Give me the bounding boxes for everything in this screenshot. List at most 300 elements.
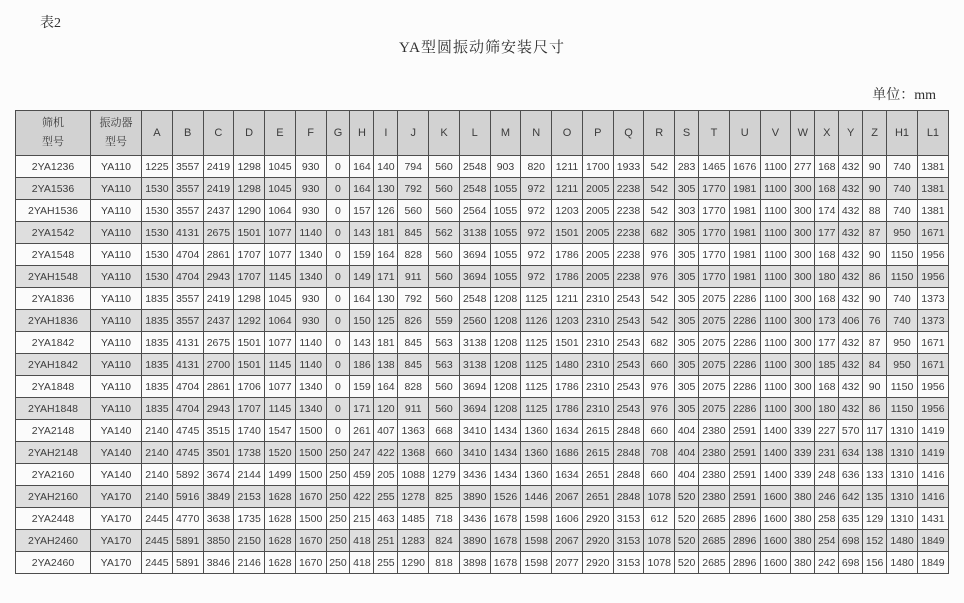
dimension-cell-v: 1100: [760, 354, 791, 376]
dimension-cell-w: 339: [791, 420, 815, 442]
table-row: [16, 156, 949, 178]
dimension-cell-q: 2238: [613, 222, 644, 244]
dimension-cell-s: 520: [675, 530, 699, 552]
screen-model-cell: 2YAH2460: [16, 530, 91, 552]
dimension-cell-y: 432: [839, 156, 863, 178]
dimension-cell-h1: 1310: [887, 486, 918, 508]
dimension-cell-p: 2310: [582, 288, 613, 310]
dimension-cell-m: 1055: [490, 200, 521, 222]
dimension-cell-s: 404: [675, 420, 699, 442]
table-row: [16, 288, 949, 310]
dimension-cell-f: 1670: [295, 486, 326, 508]
dimension-cell-r: 708: [644, 442, 675, 464]
dimension-cell-s: 520: [675, 552, 699, 574]
dimension-cell-l1: 1671: [917, 222, 948, 244]
table-row: [16, 200, 949, 222]
dimension-cell-c: 2419: [203, 178, 234, 200]
dimension-cell-j: 1088: [398, 464, 429, 486]
dimension-cell-d: 2150: [234, 530, 265, 552]
dimension-cell-u: 1981: [729, 266, 760, 288]
dimension-cell-y: 636: [839, 464, 863, 486]
dimension-cell-a: 2140: [142, 464, 173, 486]
dimension-cell-g: 0: [326, 376, 350, 398]
vibrator-model-cell: YA170: [91, 508, 142, 530]
column-header-b: B: [172, 111, 203, 156]
dimension-cell-u: 2286: [729, 354, 760, 376]
dimension-cell-w: 380: [791, 508, 815, 530]
dimension-cell-f: 1140: [295, 354, 326, 376]
dimension-cell-l1: 1419: [917, 420, 948, 442]
dimension-cell-e: 1045: [265, 178, 296, 200]
dimension-cell-b: 4704: [172, 244, 203, 266]
dimension-cell-n: 972: [521, 244, 552, 266]
dimension-cell-h: 143: [350, 222, 374, 244]
dimension-cell-d: 1707: [234, 266, 265, 288]
dimension-cell-i: 164: [374, 244, 398, 266]
dimension-cell-n: 1125: [521, 288, 552, 310]
table-row: [16, 310, 949, 332]
dimension-cell-r: 612: [644, 508, 675, 530]
screen-model-cell: 2YAH1842: [16, 354, 91, 376]
dimension-cell-n: 1446: [521, 486, 552, 508]
dimension-cell-i: 125: [374, 310, 398, 332]
dimension-cell-t: 1770: [699, 244, 730, 266]
dimension-cell-x: 254: [815, 530, 839, 552]
dimension-cell-z: 87: [863, 332, 887, 354]
dimension-cell-p: 2920: [582, 508, 613, 530]
dimension-cell-h1: 1480: [887, 530, 918, 552]
dimension-cell-j: 1278: [398, 486, 429, 508]
dimension-cell-k: 825: [429, 486, 460, 508]
dimension-cell-j: 1363: [398, 420, 429, 442]
dimension-cell-p: 2920: [582, 530, 613, 552]
dimension-cell-i: 138: [374, 354, 398, 376]
dimension-cell-u: 2591: [729, 442, 760, 464]
dimension-cell-w: 300: [791, 222, 815, 244]
vibrator-model-cell: YA110: [91, 354, 142, 376]
column-header-l: L: [459, 111, 490, 156]
dimension-cell-d: 1292: [234, 310, 265, 332]
dimension-cell-p: 2615: [582, 420, 613, 442]
dimension-cell-c: 3846: [203, 552, 234, 574]
dimension-cell-i: 130: [374, 288, 398, 310]
dimension-cell-b: 4131: [172, 332, 203, 354]
dimension-cell-h1: 1310: [887, 464, 918, 486]
dimension-cell-x: 242: [815, 552, 839, 574]
column-header-vibrator-model-line2: 型号: [105, 136, 127, 148]
dimension-cell-n: 1360: [521, 442, 552, 464]
dimension-cell-l: 3898: [459, 552, 490, 574]
dimension-cell-m: 1055: [490, 222, 521, 244]
dimension-cell-c: 3674: [203, 464, 234, 486]
dimension-cell-q: 2543: [613, 376, 644, 398]
dimension-cell-l1: 1373: [917, 310, 948, 332]
dimension-cell-h: 143: [350, 332, 374, 354]
column-header-m: M: [490, 111, 521, 156]
screen-model-cell: 2YA1836: [16, 288, 91, 310]
dimension-cell-t: 2685: [699, 508, 730, 530]
dimension-cell-h1: 740: [887, 310, 918, 332]
dimension-cell-v: 1100: [760, 266, 791, 288]
dimension-cell-u: 2896: [729, 530, 760, 552]
dimension-cell-m: 1055: [490, 244, 521, 266]
dimension-cell-w: 300: [791, 332, 815, 354]
column-header-n: N: [521, 111, 552, 156]
dimension-cell-s: 303: [675, 200, 699, 222]
dimension-cell-h: 150: [350, 310, 374, 332]
dimension-cell-b: 4131: [172, 354, 203, 376]
dimension-cell-y: 642: [839, 486, 863, 508]
dimension-cell-q: 3153: [613, 508, 644, 530]
dimension-cell-m: 1434: [490, 420, 521, 442]
dimension-cell-b: 4131: [172, 222, 203, 244]
dimension-cell-s: 305: [675, 310, 699, 332]
dimension-cell-g: 250: [326, 464, 350, 486]
dimension-cell-b: 4745: [172, 420, 203, 442]
dimension-cell-z: 86: [863, 398, 887, 420]
dimension-cell-k: 560: [429, 398, 460, 420]
dimension-cell-i: 255: [374, 552, 398, 574]
dimension-cell-p: 2651: [582, 486, 613, 508]
screen-model-cell: 2YA2148: [16, 420, 91, 442]
dimension-cell-l1: 1671: [917, 354, 948, 376]
dimension-cell-z: 90: [863, 244, 887, 266]
dimension-cell-h: 164: [350, 288, 374, 310]
dimension-cell-e: 1520: [265, 442, 296, 464]
dimension-cell-f: 1140: [295, 222, 326, 244]
dimension-cell-v: 1600: [760, 486, 791, 508]
dimension-cell-g: 250: [326, 530, 350, 552]
dimension-cell-l: 3694: [459, 266, 490, 288]
dimension-cell-h1: 950: [887, 222, 918, 244]
dimension-cell-m: 1434: [490, 464, 521, 486]
dimension-cell-d: 2144: [234, 464, 265, 486]
dimension-cell-s: 520: [675, 486, 699, 508]
dimension-cell-g: 0: [326, 156, 350, 178]
dimension-cell-a: 1225: [142, 156, 173, 178]
dimension-cell-x: 168: [815, 178, 839, 200]
dimension-cell-z: 152: [863, 530, 887, 552]
dimension-cell-n: 972: [521, 222, 552, 244]
dimension-cell-i: 164: [374, 376, 398, 398]
dimension-cell-n: 820: [521, 156, 552, 178]
dimension-cell-c: 3850: [203, 530, 234, 552]
dimension-cell-s: 305: [675, 398, 699, 420]
dimension-cell-s: 305: [675, 288, 699, 310]
dimension-cell-e: 1077: [265, 376, 296, 398]
dimension-cell-m: 1208: [490, 398, 521, 420]
dimension-cell-p: 1700: [582, 156, 613, 178]
dimension-cell-v: 1100: [760, 244, 791, 266]
column-header-w: W: [791, 111, 815, 156]
dimension-cell-g: 0: [326, 398, 350, 420]
dimension-cell-l: 3138: [459, 354, 490, 376]
dimension-cell-c: 2437: [203, 310, 234, 332]
dimension-cell-l: 2548: [459, 288, 490, 310]
dimension-cell-h1: 740: [887, 288, 918, 310]
dimension-cell-e: 1628: [265, 508, 296, 530]
dimension-cell-u: 1981: [729, 178, 760, 200]
dimension-cell-h1: 740: [887, 200, 918, 222]
screen-model-cell: 2YAH1548: [16, 266, 91, 288]
table-row: [16, 420, 949, 442]
dimension-cell-y: 432: [839, 332, 863, 354]
dimension-cell-o: 1211: [552, 288, 583, 310]
dimension-cell-r: 660: [644, 354, 675, 376]
dimension-cell-a: 2140: [142, 442, 173, 464]
dimension-cell-l1: 1956: [917, 376, 948, 398]
dimension-cell-s: 520: [675, 508, 699, 530]
dimension-cell-k: 718: [429, 508, 460, 530]
dimension-cell-q: 2543: [613, 332, 644, 354]
dimension-cell-e: 1064: [265, 310, 296, 332]
dimension-cell-l: 2564: [459, 200, 490, 222]
dimension-cell-e: 1628: [265, 552, 296, 574]
dimension-cell-j: 1283: [398, 530, 429, 552]
dimension-cell-l1: 1849: [917, 552, 948, 574]
dimension-cell-o: 1786: [552, 244, 583, 266]
dimension-cell-r: 542: [644, 156, 675, 178]
dimension-cell-y: 634: [839, 442, 863, 464]
dimension-cell-d: 1707: [234, 244, 265, 266]
dimension-cell-k: 1279: [429, 464, 460, 486]
dimension-cell-z: 88: [863, 200, 887, 222]
dimension-cell-h: 159: [350, 244, 374, 266]
dimension-cell-h1: 1150: [887, 398, 918, 420]
dimension-cell-v: 1100: [760, 200, 791, 222]
dimension-cell-l1: 1431: [917, 508, 948, 530]
dimension-cell-v: 1100: [760, 310, 791, 332]
dimension-cell-n: 1125: [521, 398, 552, 420]
dimension-cell-l: 3890: [459, 486, 490, 508]
column-header-j: J: [398, 111, 429, 156]
dimension-cell-o: 1501: [552, 332, 583, 354]
dimension-cell-e: 1547: [265, 420, 296, 442]
dimension-cell-x: 168: [815, 376, 839, 398]
dimension-cell-q: 2848: [613, 486, 644, 508]
dimension-cell-t: 2685: [699, 552, 730, 574]
dimension-cell-x: 168: [815, 156, 839, 178]
dimension-cell-w: 300: [791, 288, 815, 310]
dimension-cell-h1: 1150: [887, 244, 918, 266]
dimension-cell-a: 2445: [142, 530, 173, 552]
dimension-cell-z: 117: [863, 420, 887, 442]
dimension-cell-h: 247: [350, 442, 374, 464]
dimension-cell-c: 2861: [203, 244, 234, 266]
vibrator-model-cell: YA140: [91, 420, 142, 442]
dimension-cell-t: 2380: [699, 464, 730, 486]
dimension-cell-v: 1600: [760, 530, 791, 552]
dimension-cell-z: 90: [863, 178, 887, 200]
column-header-k: K: [429, 111, 460, 156]
dimension-cell-t: 2685: [699, 530, 730, 552]
dimension-cell-q: 2543: [613, 288, 644, 310]
table-row: [16, 376, 949, 398]
dimension-cell-x: 173: [815, 310, 839, 332]
column-header-o: O: [552, 111, 583, 156]
vibrator-model-cell: YA110: [91, 222, 142, 244]
dimension-cell-w: 300: [791, 178, 815, 200]
vibrator-model-cell: YA110: [91, 310, 142, 332]
screen-model-cell: 2YAH1536: [16, 200, 91, 222]
column-header-h1: H1: [887, 111, 918, 156]
column-header-h: H: [350, 111, 374, 156]
vibrator-model-cell: YA110: [91, 288, 142, 310]
vibrator-model-cell: YA110: [91, 266, 142, 288]
dimension-cell-h1: 740: [887, 156, 918, 178]
dimension-cell-p: 2005: [582, 222, 613, 244]
dimension-cell-w: 300: [791, 376, 815, 398]
dimension-cell-d: 1735: [234, 508, 265, 530]
dimension-cell-w: 277: [791, 156, 815, 178]
column-header-d: D: [234, 111, 265, 156]
dimension-cell-c: 3638: [203, 508, 234, 530]
dimension-cell-m: 1526: [490, 486, 521, 508]
dimension-cell-l1: 1416: [917, 464, 948, 486]
dimension-cell-a: 1530: [142, 222, 173, 244]
dimension-cell-w: 380: [791, 530, 815, 552]
dimension-cell-i: 126: [374, 200, 398, 222]
column-header-c: C: [203, 111, 234, 156]
dimension-cell-l: 3410: [459, 420, 490, 442]
screen-model-cell: 2YAH1836: [16, 310, 91, 332]
dimension-cell-i: 120: [374, 398, 398, 420]
dimension-cell-z: 156: [863, 552, 887, 574]
dimension-cell-s: 305: [675, 332, 699, 354]
dimension-cell-i: 130: [374, 178, 398, 200]
dimension-cell-k: 660: [429, 442, 460, 464]
dimension-cell-s: 404: [675, 464, 699, 486]
dimension-cell-c: 2700: [203, 354, 234, 376]
dimension-cell-u: 1981: [729, 222, 760, 244]
vibrator-model-cell: YA170: [91, 486, 142, 508]
dimension-cell-x: 174: [815, 200, 839, 222]
header-row: [16, 111, 949, 156]
vibrator-model-cell: YA140: [91, 464, 142, 486]
dimension-cell-o: 1634: [552, 420, 583, 442]
dimension-cell-c: 2419: [203, 156, 234, 178]
dimension-cell-w: 300: [791, 398, 815, 420]
dimension-cell-o: 1203: [552, 200, 583, 222]
dimension-cell-w: 300: [791, 266, 815, 288]
dimension-cell-b: 5916: [172, 486, 203, 508]
dimension-cell-o: 1634: [552, 464, 583, 486]
dimension-cell-s: 305: [675, 354, 699, 376]
dimension-cell-p: 2615: [582, 442, 613, 464]
screen-model-cell: 2YAH1848: [16, 398, 91, 420]
dimension-cell-f: 1340: [295, 376, 326, 398]
dimension-cell-n: 1126: [521, 310, 552, 332]
dimension-cell-u: 2896: [729, 552, 760, 574]
dimension-cell-y: 570: [839, 420, 863, 442]
dimension-cell-x: 180: [815, 398, 839, 420]
dimension-cell-h1: 1310: [887, 508, 918, 530]
column-header-screen-model-line1: 筛机: [42, 117, 64, 130]
column-header-t: T: [699, 111, 730, 156]
dimension-cell-a: 1835: [142, 354, 173, 376]
dimension-cell-a: 2445: [142, 508, 173, 530]
dimension-cell-h: 186: [350, 354, 374, 376]
dimension-cell-a: 1530: [142, 178, 173, 200]
dimension-cell-p: 2920: [582, 552, 613, 574]
table-row: [16, 464, 949, 486]
dimension-cell-a: 1835: [142, 288, 173, 310]
dimension-cell-e: 1499: [265, 464, 296, 486]
dimension-cell-y: 432: [839, 244, 863, 266]
dimension-cell-e: 1145: [265, 266, 296, 288]
dimension-cell-l: 3694: [459, 376, 490, 398]
dimension-cell-i: 463: [374, 508, 398, 530]
dimension-cell-y: 698: [839, 552, 863, 574]
dimension-cell-y: 698: [839, 530, 863, 552]
column-header-i: I: [374, 111, 398, 156]
dimension-cell-a: 1835: [142, 398, 173, 420]
dimension-cell-p: 2005: [582, 178, 613, 200]
dimension-cell-v: 1400: [760, 420, 791, 442]
dimension-cell-n: 1598: [521, 530, 552, 552]
dimension-cell-h1: 1150: [887, 266, 918, 288]
dimension-cell-w: 339: [791, 464, 815, 486]
dimension-cell-b: 4770: [172, 508, 203, 530]
dimension-cell-d: 1298: [234, 156, 265, 178]
dimension-cell-e: 1064: [265, 200, 296, 222]
column-header-screen-model-line2: 型号: [42, 136, 64, 148]
dimension-cell-n: 1125: [521, 332, 552, 354]
column-header-f: F: [295, 111, 326, 156]
dimension-cell-m: 1208: [490, 376, 521, 398]
dimension-cell-l: 3138: [459, 332, 490, 354]
dimension-cell-l: 2560: [459, 310, 490, 332]
dimension-cell-j: 792: [398, 178, 429, 200]
dimension-cell-s: 404: [675, 442, 699, 464]
dimension-cell-j: 794: [398, 156, 429, 178]
dimension-cell-f: 1500: [295, 420, 326, 442]
dimension-cell-p: 2310: [582, 332, 613, 354]
dimension-cell-g: 0: [326, 354, 350, 376]
dimension-cell-z: 87: [863, 222, 887, 244]
dimension-cell-k: 560: [429, 156, 460, 178]
dimension-cell-z: 86: [863, 266, 887, 288]
dimension-cell-y: 432: [839, 266, 863, 288]
column-header-e: E: [265, 111, 296, 156]
dimension-cell-q: 2543: [613, 398, 644, 420]
dimension-cell-h: 159: [350, 376, 374, 398]
dimension-cell-i: 251: [374, 530, 398, 552]
dimension-cell-x: 246: [815, 486, 839, 508]
dimension-cell-x: 185: [815, 354, 839, 376]
dimension-cell-w: 300: [791, 310, 815, 332]
dimension-cell-t: 2075: [699, 332, 730, 354]
dimension-cell-j: 911: [398, 398, 429, 420]
dimension-cell-l1: 1956: [917, 398, 948, 420]
dimension-cell-n: 972: [521, 178, 552, 200]
column-header-vibrator-model-line1: 振动器: [99, 117, 133, 130]
screen-model-cell: 2YA1542: [16, 222, 91, 244]
dimension-cell-g: 0: [326, 420, 350, 442]
dimension-cell-c: 2861: [203, 376, 234, 398]
dimension-cell-l1: 1956: [917, 266, 948, 288]
dimension-cell-t: 1770: [699, 222, 730, 244]
dimension-cell-l: 3694: [459, 244, 490, 266]
dimension-cell-r: 660: [644, 464, 675, 486]
dimension-cell-o: 1606: [552, 508, 583, 530]
dimension-cell-f: 1500: [295, 442, 326, 464]
dimension-cell-f: 1500: [295, 508, 326, 530]
dimension-cell-r: 1078: [644, 486, 675, 508]
dimension-cell-s: 283: [675, 156, 699, 178]
dimension-cell-g: 250: [326, 486, 350, 508]
dimension-cell-v: 1100: [760, 332, 791, 354]
